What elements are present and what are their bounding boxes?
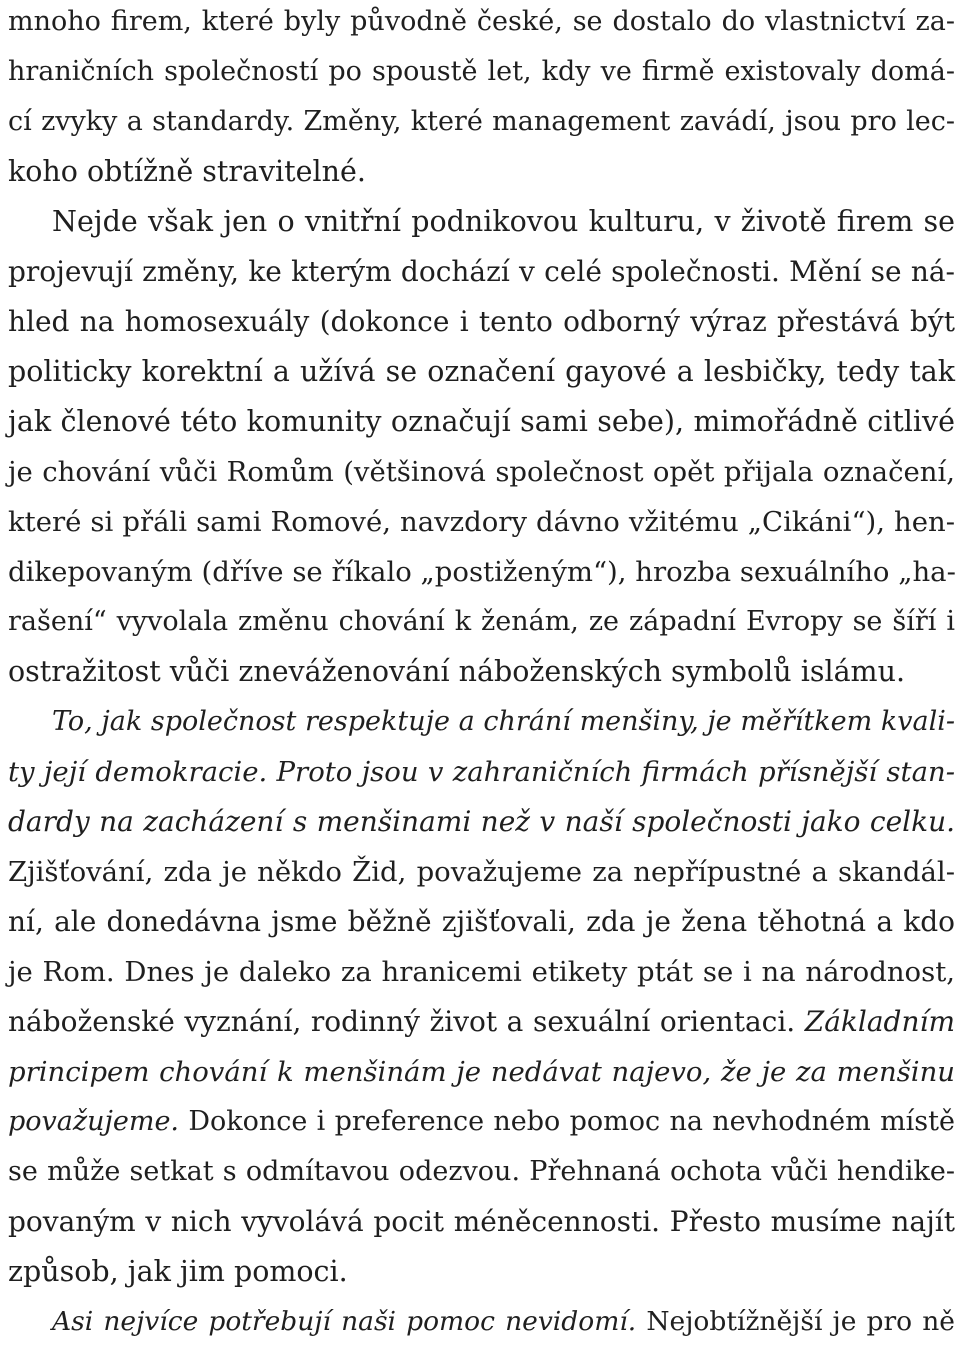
text-line: rašení“ vyvolala změnu chování k ženám, ze západní Evropy se šíří i: [8, 606, 955, 637]
text-line: dardy na zacházení s menšinami než v naší společnosti jako celku.: [8, 805, 955, 838]
text-line: ty její demokracie. Proto jsou v zahraničních firmách přísnější stan-: [8, 756, 955, 788]
text-line: ní, ale donedávna jsme běžně zjišťovali, zda je žena těhotná a kdo: [8, 905, 955, 938]
text-line: principem chování k menšinám je nedávat najevo, že je za menšinu: [8, 1056, 955, 1088]
text-line: hraničních společností po spoustě let, kdy ve firmě existovaly domá-: [8, 56, 955, 87]
text-line: dikepovaným (dříve se říkalo „postiženým“), hrozba sexuálního „ha-: [8, 556, 956, 588]
text-line: To, jak společnost respektuje a chrání menšiny, je měřítkem kvali-: [52, 706, 955, 737]
text-line: se může setkat s odmítavou odezvou. Přehnaná ochota vůči hendike-: [8, 1156, 955, 1187]
text-line: cí zvyky a standardy. Změny, které management zavádí, jsou pro lec-: [8, 106, 955, 137]
text-line: způsob, jak jim pomoci.: [8, 1255, 348, 1288]
text-line: Asi nejvíce potřebují naši pomoc nevidomí. Nejobtížnější je pro ně: [52, 1306, 955, 1337]
text-line: Zjišťování, zda je někdo Žid, považujeme za nepřípustné a skandál-: [8, 856, 955, 888]
text-line: hled na homosexuály (dokonce i tento odborný výraz přestává být: [8, 305, 955, 338]
text-line: povaným v nich vyvolává pocit méněcennosti. Přesto musíme najít: [8, 1205, 955, 1238]
text-line: je Rom. Dnes je daleko za hranicemi etikety ptát se i na národnost,: [8, 956, 955, 988]
text-line: náboženské vyznání, rodinný život a sexuální orientaci. Základním: [8, 1005, 955, 1038]
text-line: považujeme. Dokonce i preference nebo pomoc na nevhodném místě: [8, 1106, 955, 1137]
text-line: mnoho firem, které byly původně české, se dostalo do vlastnictví za-: [8, 6, 955, 37]
text-line: jak členové této komunity označují sami sebe), mimořádně citlivé: [8, 405, 955, 438]
text-line: politicky korektní a užívá se označení gayové a lesbičky, tedy tak: [8, 355, 955, 388]
text-line: ostražitost vůči zneváženování náboženských symbolů islámu.: [8, 655, 905, 688]
text-line: Nejde však jen o vnitřní podnikovou kulturu, v životě firem se: [52, 205, 955, 238]
text-line: projevují změny, ke kterým dochází v celé společnosti. Mění se ná-: [8, 255, 955, 288]
text-line: koho obtížně stravitelné.: [8, 155, 366, 188]
text-line: které si přáli sami Romové, navzdory dávno vžitému „Cikáni“), hen-: [8, 506, 955, 538]
text-line: je chování vůči Romům (většinová společnost opět přijala označení,: [8, 456, 955, 488]
